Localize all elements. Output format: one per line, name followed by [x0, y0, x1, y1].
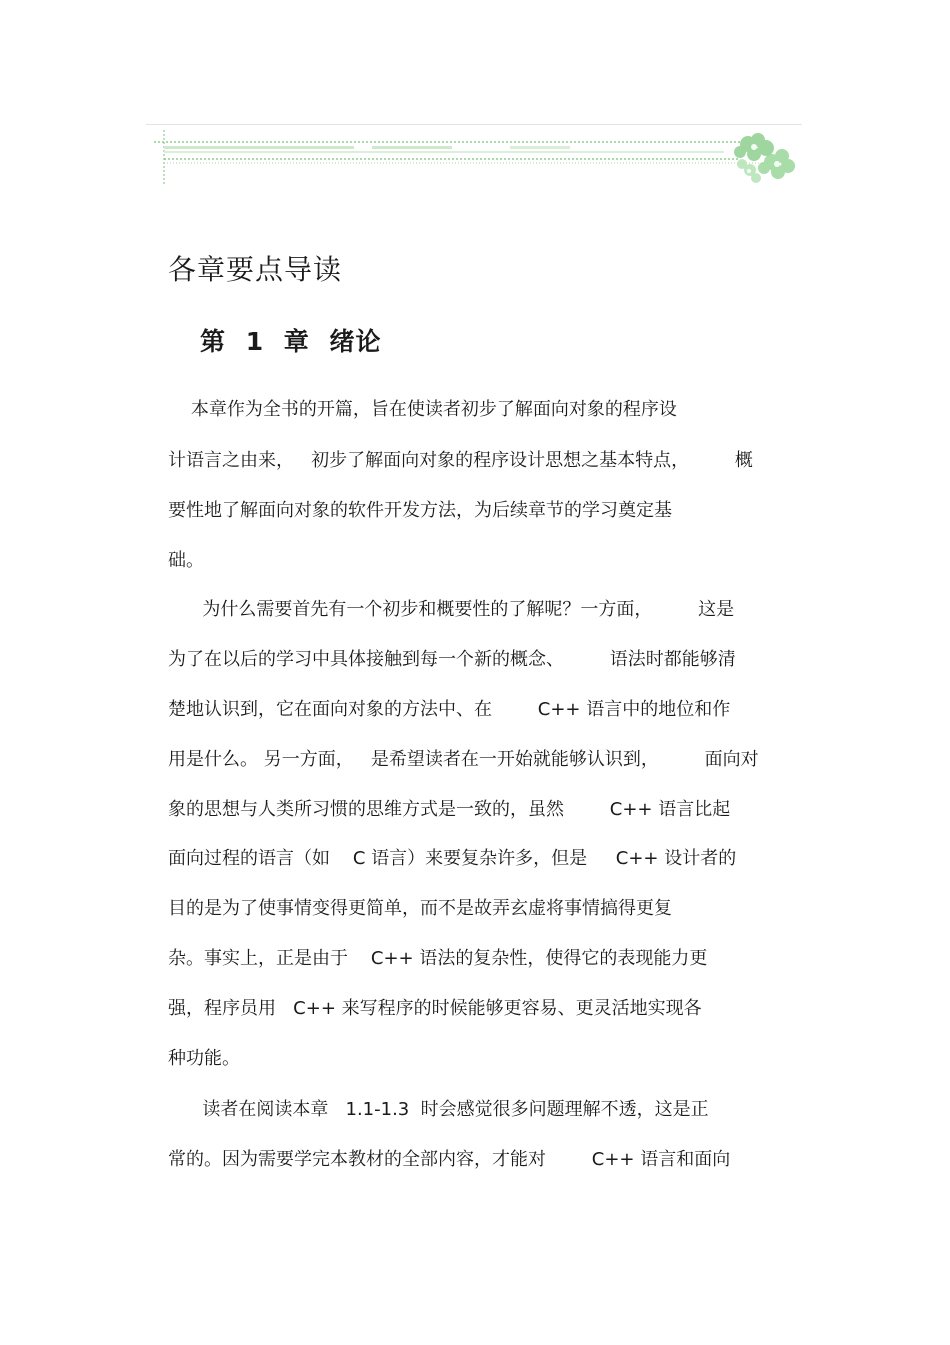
header-rule	[146, 124, 802, 125]
paragraph-line: 杂。事实上，正是由于 C++ 语法的复杂性，使得它的表现能力更	[168, 948, 708, 969]
paragraph-line: 用是什么。 另一方面， 是希望读者在一开始就能够认识到， 面向对	[168, 749, 759, 770]
paragraph-line: 计语言之由来， 初步了解面向对象的程序设计思想之基本特点， 概	[168, 450, 753, 471]
paragraph-line: 要性地了解面向对象的软件开发方法，为后续章节的学习奠定基	[168, 500, 672, 521]
paragraph-line: 面向过程的语言（如 C 语言）来要复杂许多，但是 C++ 设计者的	[168, 848, 737, 869]
chapter-heading: 第 1 章 绪论	[200, 327, 382, 356]
paragraph-line: 础。	[168, 550, 204, 571]
paragraph-line: 目的是为了使事情变得更简单，而不是故弄玄虚将事情搞得更复	[168, 898, 672, 919]
paragraph-line: 象的思想与人类所习惯的思维方式是一致的，虽然 C++ 语言比起	[168, 799, 731, 820]
paragraph-line: 强，程序员用 C++ 来写程序的时候能够更容易、更灵活地实现各	[168, 998, 702, 1019]
paragraph-line: 读者在阅读本章 1.1-1.3 时会感觉很多问题理解不透，这是正	[168, 1099, 709, 1120]
paragraph-line: 种功能。	[168, 1048, 240, 1069]
paragraph-line: 本章作为全书的开篇，旨在使读者初步了解面向对象的程序设	[168, 399, 677, 420]
flower-cluster-icon	[734, 133, 795, 183]
paragraph-line: 楚地认识到，它在面向对象的方法中、在 C++ 语言中的地位和作	[168, 699, 731, 720]
decorative-banner	[150, 130, 800, 190]
page-title: 各章要点导读	[168, 253, 343, 286]
paragraph-line: 常的。因为需要学完本教材的全部内容，才能对 C++ 语言和面向	[168, 1149, 731, 1170]
paragraph-line: 为什么需要首先有一个初步和概要性的了解呢？一方面， 这是	[168, 599, 735, 620]
paragraph-line: 为了在以后的学习中具体接触到每一个新的概念、 语法时都能够清	[168, 649, 736, 670]
